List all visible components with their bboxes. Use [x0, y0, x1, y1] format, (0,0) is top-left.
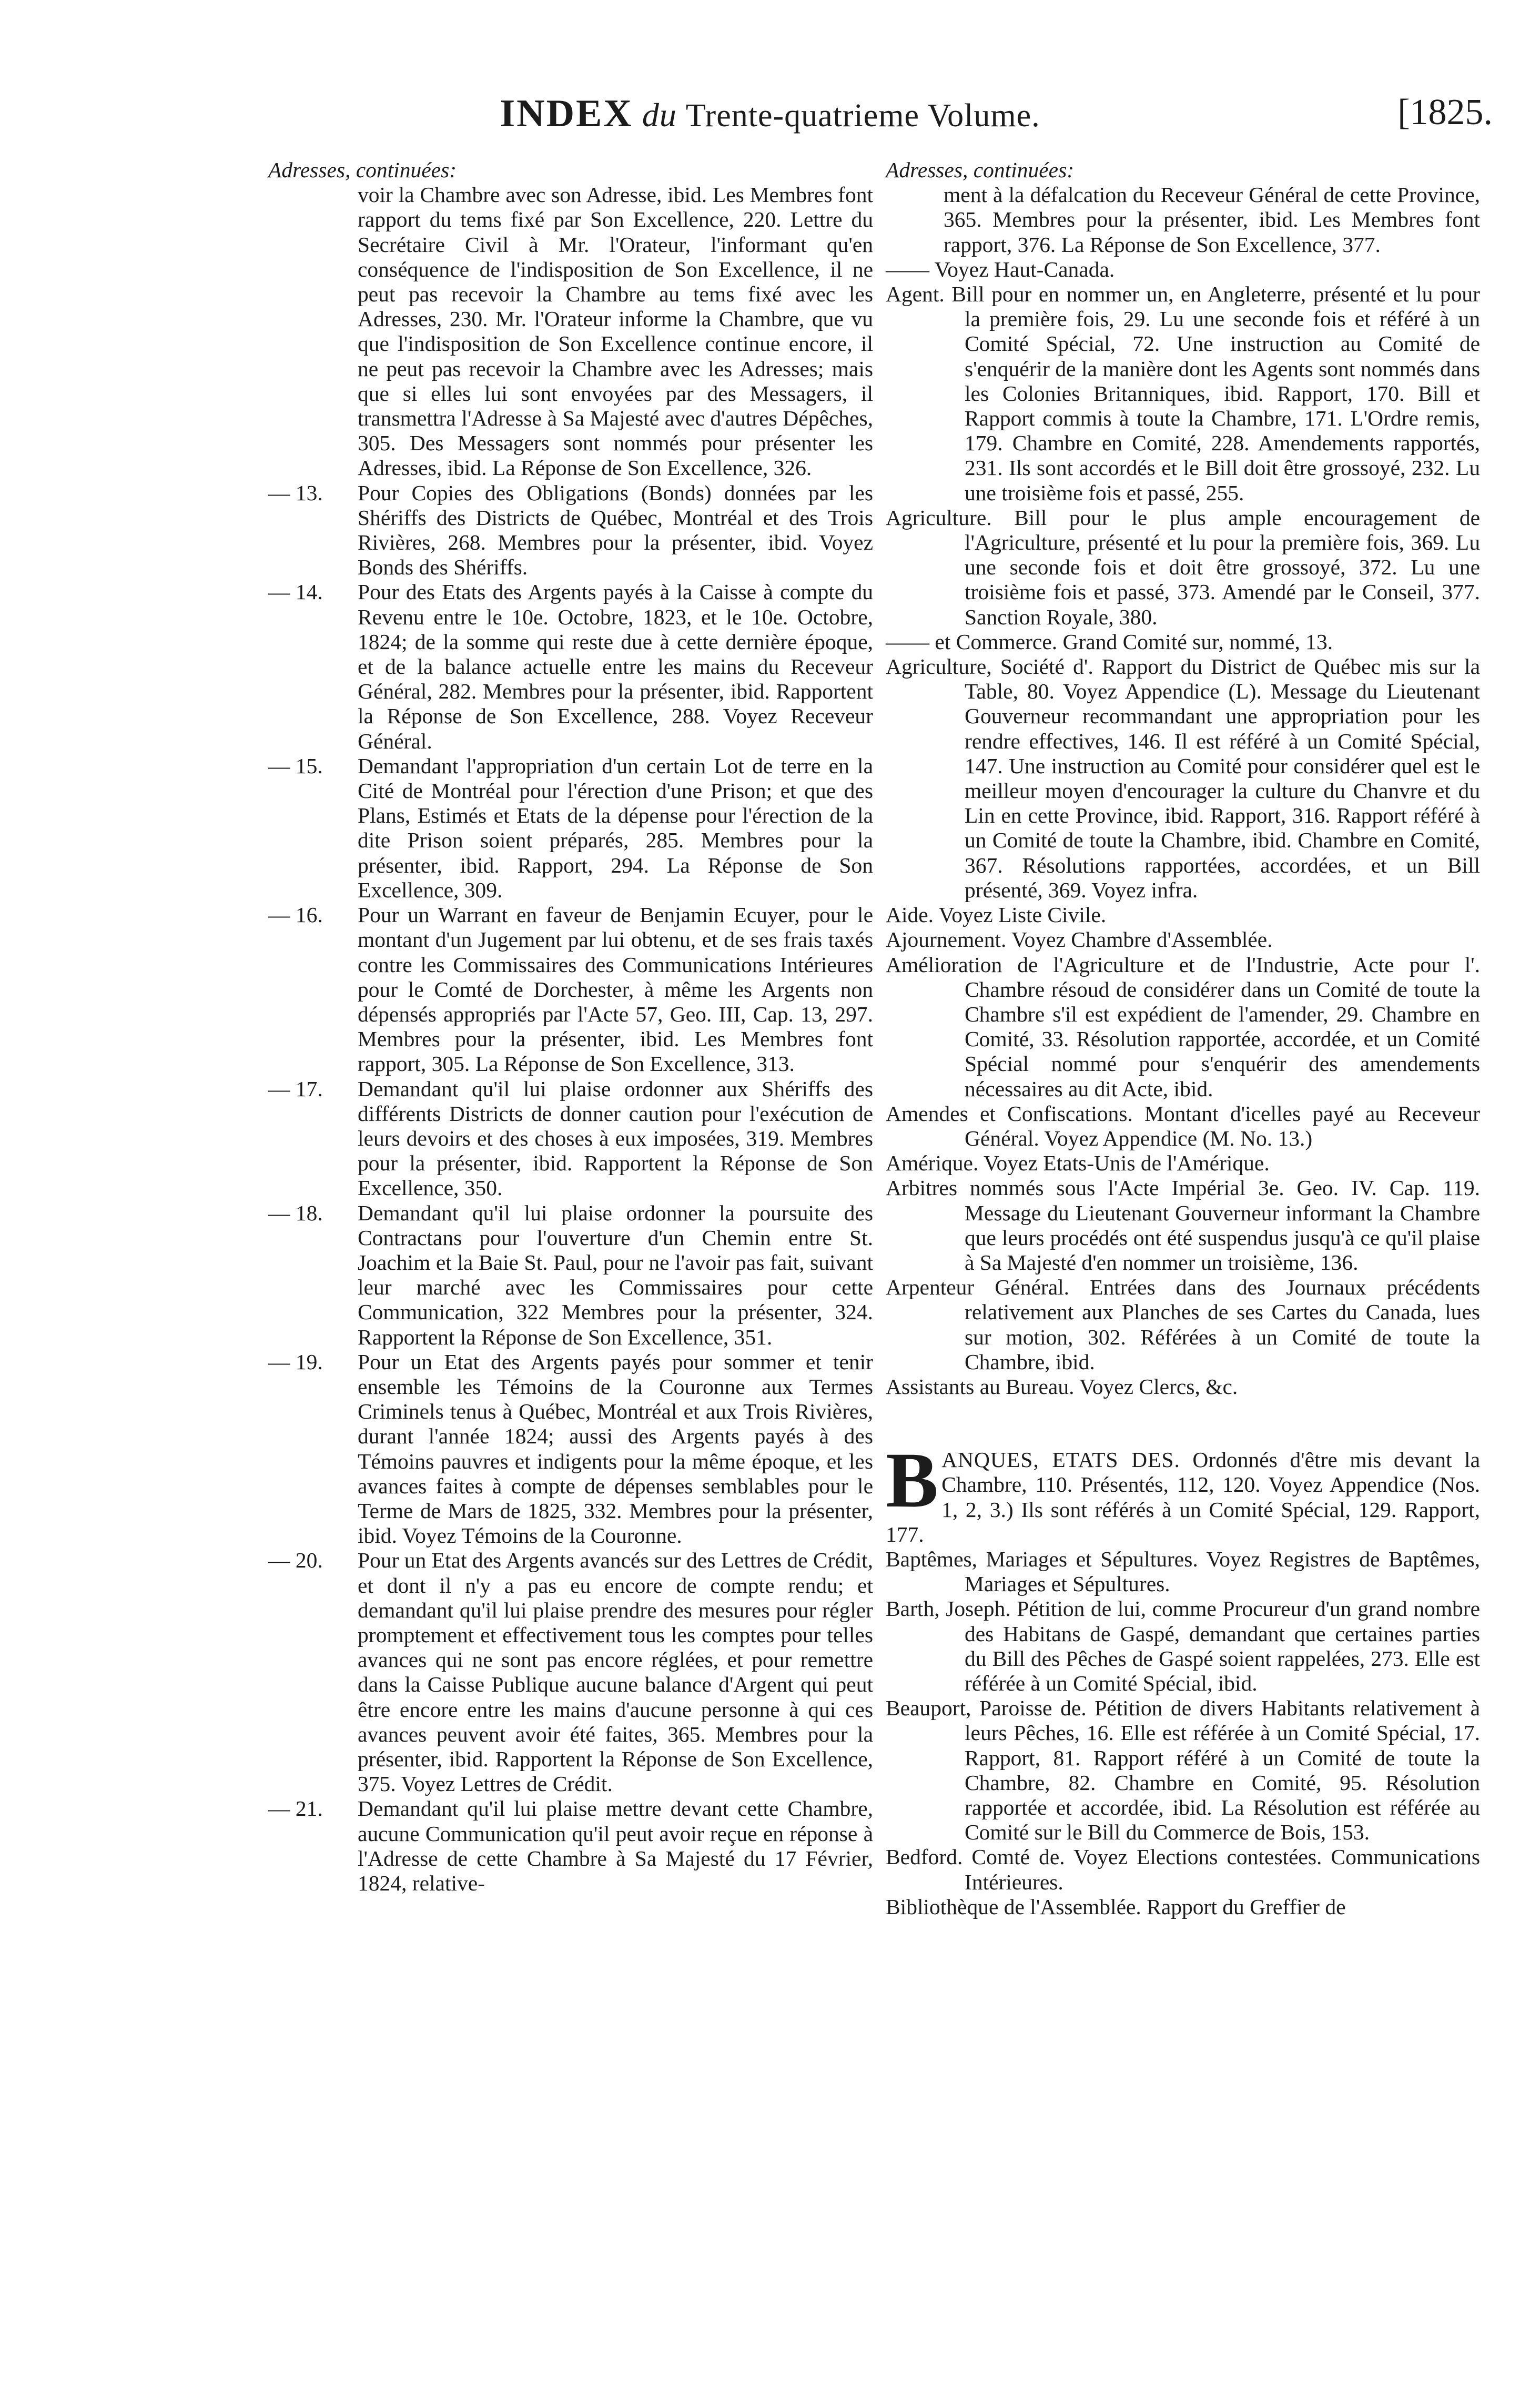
- du-word: du: [642, 96, 677, 134]
- index-entry: Amélioration de l'Agriculture et de l'Industrie, Acte pour l'. Chambre résoud de considérer dans un Comité de toute la Chambre s'il est expédient de l'amender, 29. Chambre en Comité, 33. Résolution rapportée, accordée, et un Comité Spécial nommé pour s'enquérir des amendements nécessaires au dit Acte, ibid.: [886, 952, 1480, 1101]
- address-item-number: — 15.: [268, 753, 323, 778]
- index-entry: Amérique. Voyez Etats-Unis de l'Amérique.: [886, 1151, 1270, 1176]
- address-item-text: Pour un Warrant en faveur de Benjamin Ecuyer, pour le montant d'un Jugement par lui obtenu, et de ses frais taxés contre les Commissaires des Communications Intérieures pour le Comté de Dorchester, à même les Argents non dépensés appropriés par l'Acte 57, Geo. III, Cap. 13, 297. Membres pour la présenter, ibid. Les Membres font rapport, 305. La Réponse de Son Excellence, 313.: [358, 903, 873, 1076]
- left-intro-text: voir la Chambre avec son Adresse, ibid. Les Membres font rapport du tems fixé par Son Excellence, 220. Lettre du Secrétaire Civil à Mr. l'Orateur, l'informant qu'en conséquence de l'indisposition de Son Excellence, il ne peut pas recevoir la Chambre au tems fixé avec les Adresses, 230. Mr. l'Orateur informe la Chambre, que vu que l'indisposition de Son Excellence continue encore, il ne peut pas recevoir la Chambre avec les Adresses; mais que si elles lui sont envoyées par des Messagers, il transmettra l'Adresse à Sa Majesté avec d'autres Dépêches, 305. Des Messagers sont nommés pour présenter les Adresses, ibid. La Réponse de Son Excellence, 326.: [358, 183, 873, 480]
- drop-cap-initial: B: [886, 1448, 939, 1524]
- address-item: [268, 481, 873, 580]
- address-item: [268, 1077, 873, 1201]
- index-entry: Ajournement. Voyez Chambre d'Assemblée.: [886, 927, 1273, 952]
- index-entry: Bedford. Comté de. Voyez Elections contestées. Communications Intérieures.: [886, 1845, 1480, 1894]
- address-item: [268, 1201, 873, 1350]
- section-b-text: Ordonnés d'être mis devant la Chambre, 110. Présentés, 112, 120. Voyez Appendice (Nos. 1, 2, 3.) Ils sont référés à un Comité Spécial, 129. Rapport, 177.: [886, 1448, 1480, 1546]
- address-item-text: Pour un Etat des Argents avancés sur des Lettres de Crédit, et dont il n'y a pas eu encore de compte rendu; et demandant qu'il lui plaise prendre des mesures pour régler promptement et effectivement tous les comptes pour telles avances qui ne sont pas encore réglées, et pour remettre dans la Caisse Publique aucune balance d'Argent qui peut être encore entre les mains d'aucune personne à qui ces avances peuvent avoir été faites, 365. Membres pour la présenter, ibid. Rapportent la Réponse de Son Excellence, 375. Voyez Lettres de Crédit.: [358, 1548, 874, 1796]
- index-entry: Agriculture, Société d'. Rapport du District de Québec mis sur la Table, 80. Voyez Appendice (L). Message du Lieutenant Gouverneur recommandant une appropriation pour les rendre effectives, 146. Il est référé à un Comité Spécial, 147. Une instruction au Comité pour considérer quel est le meilleur moyen d'encourager la culture du Chanvre et du Lin en cette Province, ibid. Rapport, 316. Rapport référé à un Comité de toute la Chambre, ibid. Chambre en Comité, 367. Résolutions rapportées, accordées, et un Bill présenté, 369. Voyez infra.: [886, 654, 1480, 902]
- index-entry: Arbitres nommés sous l'Acte Impérial 3e. Geo. IV. Cap. 119. Message du Lieutenant Gouverneur informant la Chambre que leurs procédés ont été suspendus jusqu'à ce qu'il plaise à Sa Majesté d'en nommer un troisième, 136.: [886, 1176, 1480, 1275]
- address-item-number: — 18.: [268, 1200, 323, 1225]
- page-year: [1825.: [1397, 92, 1493, 133]
- left-column-head: Adresses, continuées:: [268, 158, 457, 182]
- address-item: [268, 1350, 873, 1549]
- address-item: [268, 754, 873, 903]
- address-item-number: — 20.: [268, 1548, 323, 1573]
- address-item-text: Demandant l'appropriation d'un certain Lot de terre en la Cité de Montréal pour l'érection d'une Prison; et que des Plans, Estimés et Etats de la dépense pour l'érection de la dite Prison soient préparés, 285. Membres pour la présenter, ibid. Rapport, 294. La Réponse de Son Excellence, 309.: [358, 753, 873, 902]
- index-entry: —— Voyez Haut-Canada.: [886, 257, 1115, 281]
- index-entry: Baptêmes, Mariages et Sépultures. Voyez Registres de Baptêmes, Mariages et Sépultures.: [886, 1546, 1480, 1596]
- address-item-text: Demandant qu'il lui plaise ordonner aux Shériffs des différents Districts de donner caution pour l'exécution de leurs devoirs et des choses à eux imposées, 319. Membres pour la présenter, ibid. Rapportent la Réponse de Son Excellence, 350.: [358, 1076, 873, 1200]
- index-entry: Arpenteur Général. Entrées dans des Journaux précédents relativement aux Planches de ses Cartes du Canada, lues sur motion, 302. Référées à un Comité de toute la Chambre, ibid.: [886, 1275, 1480, 1374]
- volume-title: Trente-quatrieme Volume.: [685, 98, 1040, 134]
- page-header: [0, 79, 1540, 147]
- index-entry: —— et Commerce. Grand Comité sur, nommé, 13.: [886, 629, 1333, 654]
- right-column-head: Adresses, continuées:: [886, 158, 1075, 182]
- address-item-number: — 21.: [268, 1796, 323, 1821]
- address-item-text: Pour Copies des Obligations (Bonds) données par les Shériffs des Districts de Québec, Montréal et des Trois Rivières, 268. Membres pour la présenter, ibid. Voyez Bonds des Shériffs.: [358, 480, 873, 580]
- index-word: INDEX: [500, 92, 633, 135]
- address-item-number: — 13.: [268, 480, 323, 505]
- address-item: [268, 1796, 873, 1896]
- index-entry: Barth, Joseph. Pétition de lui, comme Procureur d'un grand nombre des Habitans de Gaspé, demandant que certaines parties du Bill des Pêches de Gaspé soient rappelées, 273. Elle est référée à un Comité Spécial, ibid.: [886, 1596, 1480, 1695]
- address-item-number: — 17.: [268, 1076, 323, 1101]
- index-entry: Aide. Voyez Liste Civile.: [886, 903, 1107, 927]
- left-column: [268, 158, 873, 1896]
- index-entry: Beauport, Paroisse de. Pétition de divers Habitants relativement à leurs Pêches, 16. Elle est référée à un Comité Spécial, 17. Rapport, 81. Rapport référé à un Comité de toute la Chambre, 82. Chambre en Comité, 95. Résolution rapportée et accordée, ibid. La Résolution est référée au Comité sur le Bill du Commerce de Bois, 153.: [886, 1696, 1480, 1845]
- address-item: [268, 1548, 873, 1796]
- address-item-number: — 19.: [268, 1349, 323, 1374]
- address-item-number: — 14.: [268, 580, 323, 604]
- right-intro-text: ment à la défalcation du Receveur Général de cette Province, 365. Membres pour la présenter, ibid. Les Membres font rapport, 376. La Réponse de Son Excellence, 377.: [944, 183, 1480, 257]
- index-entry: Amendes et Confiscations. Montant d'icelles payé au Receveur Général. Voyez Appendice (M. No. 13.): [886, 1101, 1480, 1150]
- index-entry: Assistants au Bureau. Voyez Clercs, &c.: [886, 1374, 1238, 1399]
- index-entry: Agent. Bill pour en nommer un, en Angleterre, présenté et lu pour la première fois, 29. Lu une seconde fois et référé à un Comité Spécial, 72. Une instruction au Comité de s'enquérir de la manière dont les Agents sont nommés dans les Colonies Britanniques, ibid. Rapport, 170. Bill et Rapport commis à toute la Chambre, 171. L'Ordre remis, 179. Chambre en Comité, 228. Amendements rapportés, 231. Ils sont accordés et le Bill doit être grossoyé, 232. Lu une troisième fois et passé, 255.: [886, 282, 1480, 505]
- address-item-text: Demandant qu'il lui plaise ordonner la poursuite des Contractans pour l'ouverture d'un Chemin entre St. Joachim et la Baie St. Paul, pour ne l'avoir pas fait, suivant leur marché avec les Commissaires pour cette Communication, 322 Membres pour la présenter, 324. Rapportent la Réponse de Son Excellence, 351.: [358, 1200, 873, 1349]
- address-item: [268, 580, 873, 753]
- index-entry: Agriculture. Bill pour le plus ample encouragement de l'Agriculture, présenté et lu pour la première fois, 369. Lu une seconde fois et doit être grossoyé, 372. Lu une troisième fois et passé, 373. Amendé par le Conseil, 377. Sanction Royale, 380.: [886, 505, 1480, 629]
- address-item: [268, 903, 873, 1076]
- section-b-start: [886, 1448, 1480, 1547]
- address-item-number: — 16.: [268, 903, 323, 927]
- running-title: [0, 92, 1540, 136]
- address-item-text: Pour un Etat des Argents payés pour sommer et tenir ensemble les Témoins de la Couronne aux Termes Criminels tenus à Québec, Montréal et aux Trois Rivières, durant l'année 1824; aussi des Argents payés à des Témoins pauvres et indigents pour la même époque, et les avances faites à compte de dépenses semblables pour le Terme de Mars de 1825, 332. Membres pour la présenter, ibid. Voyez Témoins de la Couronne.: [358, 1349, 873, 1548]
- address-item-text: Pour des Etats des Argents payés à la Caisse à compte du Revenu entre le 10e. Octobre, 1823, et le 10e. Octobre, 1824; de la somme qui reste due à cette dernière époque, et de la balance actuelle entre les mains du Receveur Général, 282. Membres pour la présenter, ibid. Rapportent la Réponse de Son Excellence, 288. Voyez Receveur Général.: [358, 580, 873, 753]
- index-entry: Bibliothèque de l'Assemblée. Rapport du Greffier de: [886, 1894, 1346, 1919]
- section-gap: [886, 1399, 1480, 1448]
- right-column: [886, 158, 1480, 1919]
- address-item-text: Demandant qu'il lui plaise mettre devant cette Chambre, aucune Communication qu'il peut avoir reçue en réponse à l'Adresse de cette Chambre à Sa Majesté du 17 Février, 1824, relative-: [358, 1796, 873, 1896]
- section-b-heading: ANQUES, ETATS DES.: [941, 1448, 1180, 1472]
